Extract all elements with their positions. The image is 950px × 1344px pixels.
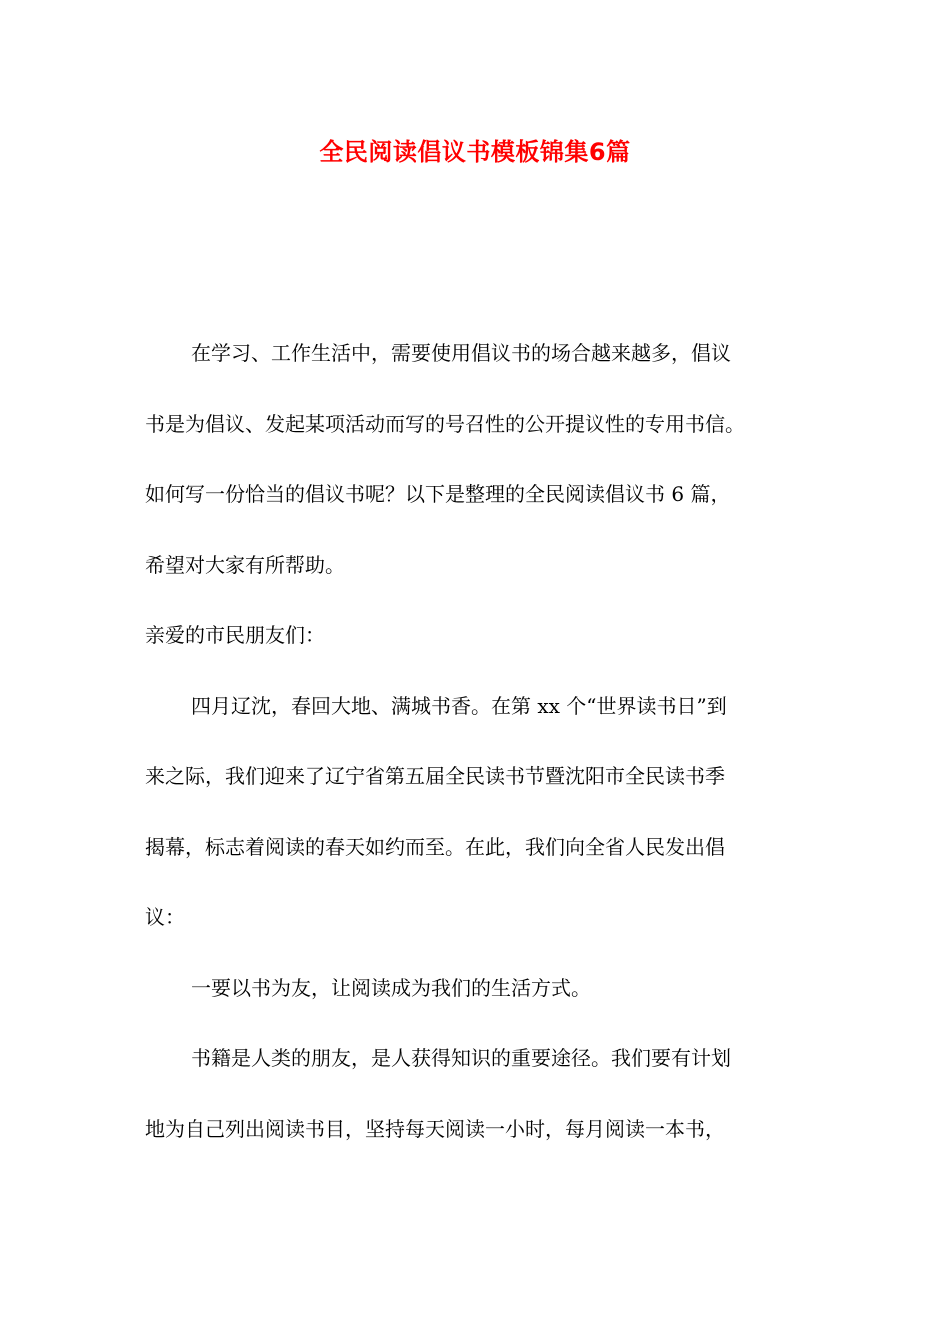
text-line: 如何写一份恰当的倡议书呢？以下是整理的全民阅读倡议书 6 篇， [145, 482, 731, 506]
text-line: 四月辽沈，春回大地、满城书香。在第 xx 个“世界读书日”到 [191, 693, 727, 718]
text-line: 来之际，我们迎来了辽宁省第五届全民读书节暨沈阳市全民读书季 [145, 764, 725, 788]
text-line: 书是为倡议、发起某项活动而写的号召性的公开提议性的专用书信。 [145, 411, 745, 436]
paragraph-salutation [145, 600, 825, 671]
text-line: 揭幕，标志着阅读的春天如约而至。在此，我们向全省人民发出倡 [145, 834, 725, 859]
paragraph-books [145, 1023, 825, 1164]
paragraph-intro [145, 318, 825, 600]
text-line: 一要以书为友，让阅读成为我们的生活方式。 [191, 975, 591, 1000]
text-line: 地为自己列出阅读书目，坚持每天阅读一小时，每月阅读一本书， [145, 1116, 725, 1141]
document-body [145, 318, 825, 1164]
text-line: 在学习、工作生活中，需要使用倡议书的场合越来越多，倡议 [191, 341, 731, 365]
paragraph-spring [145, 671, 825, 953]
text-line: 议： [145, 905, 185, 929]
text-line: 希望对大家有所帮助。 [145, 552, 345, 577]
document-title: 全民阅读倡议书模板锦集6篇 [319, 138, 631, 166]
text-line: 书籍是人类的朋友，是人获得知识的重要途径。我们要有计划 [191, 1046, 731, 1070]
text-line: 亲爱的市民朋友们： [145, 623, 325, 647]
paragraph-point-one [145, 953, 825, 1024]
